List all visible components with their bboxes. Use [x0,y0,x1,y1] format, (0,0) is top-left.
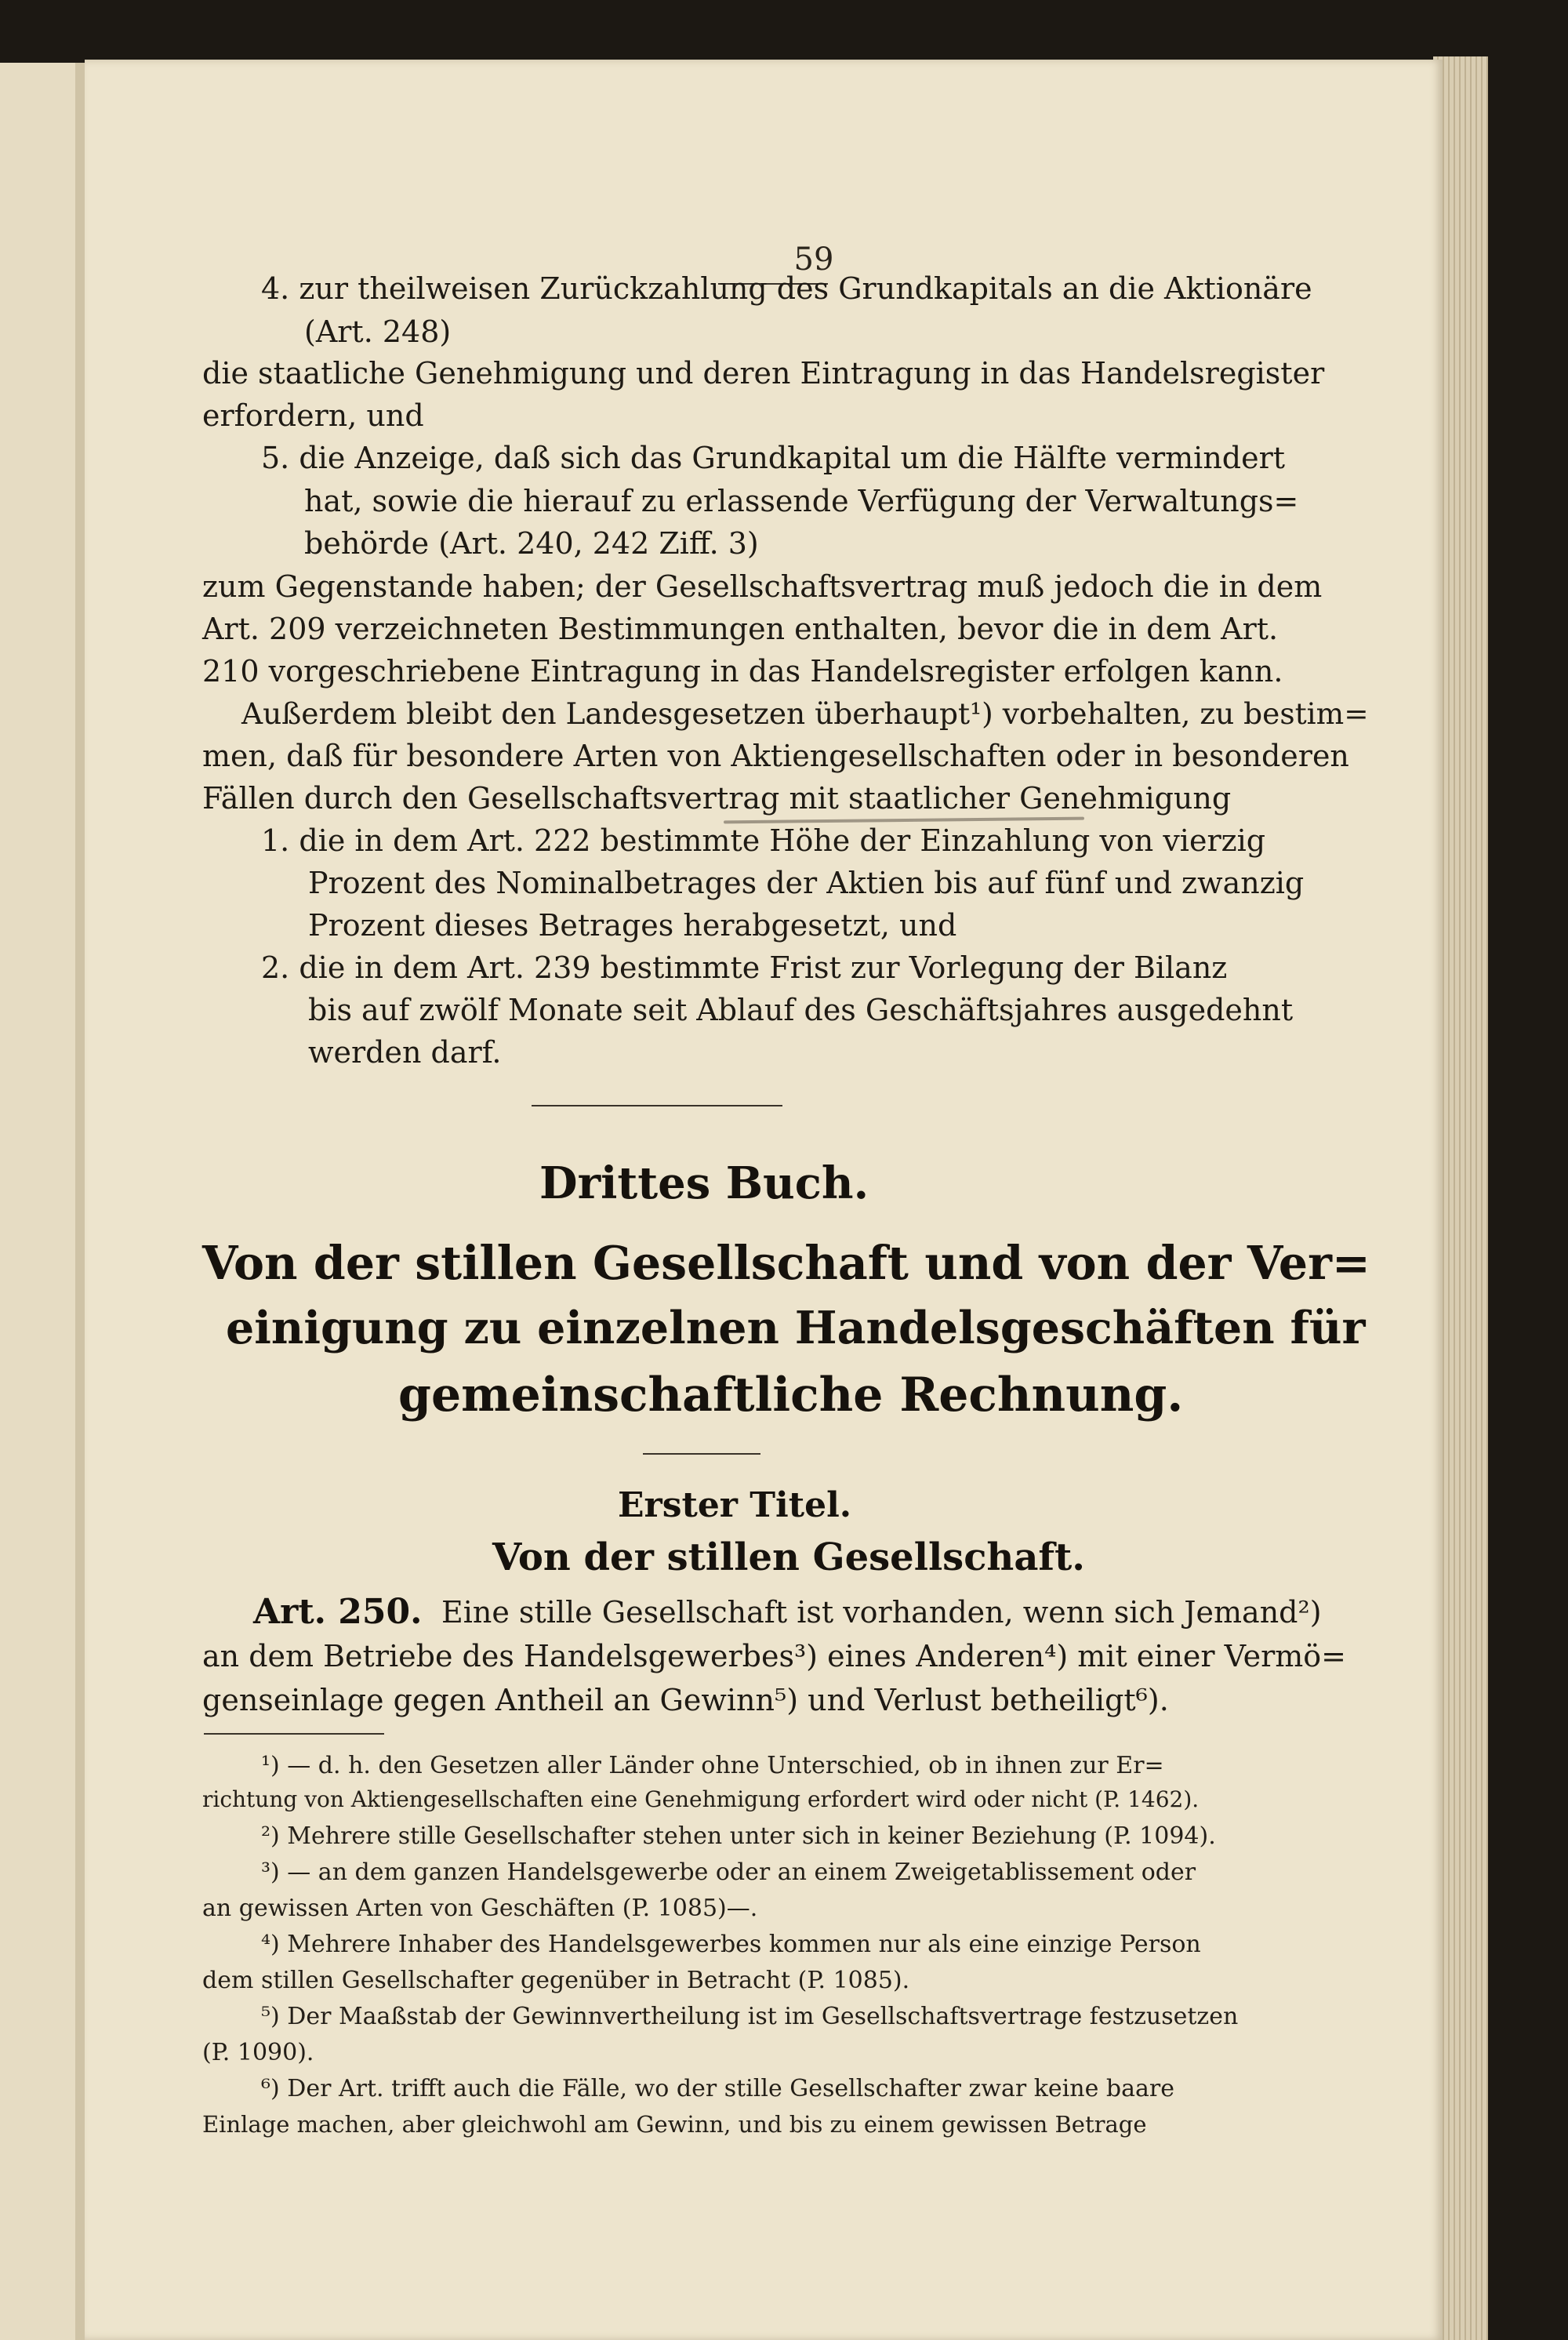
footnote-divider [204,1733,384,1735]
book-heading: Drittes Buch. [539,1157,869,1209]
article-line: Eine stille Gesellschaft ist vorhanden, wenn sich Jemand²) [441,1595,1322,1630]
footnote-line: ¹) — d. h. den Gesetzen aller Länder ohne Unterschied, ob in ihnen zur Er= [261,1752,1164,1779]
body-line: (Art. 248) [304,314,452,349]
article-label: Art. 250. [253,1592,423,1632]
body-line: werden darf. [308,1035,502,1070]
body-line: 5. die Anzeige, daß sich das Grundkapital um die Hälfte vermindert [261,441,1286,475]
body-line: Außerdem bleibt den Landesgesetzen überhaupt¹) vorbehalten, zu bestim= [241,696,1369,731]
body-line: Art. 209 verzeichneten Bestimmungen enthalten, bevor die in dem Art. [202,612,1279,646]
footnote-line: ⁴) Mehrere Inhaber des Handelsgewerbes kommen nur als eine einzige Person [261,1931,1201,1958]
footnote-line: ⁶) Der Art. trifft auch die Fälle, wo der stille Gesellschafter zwar keine baare [261,2075,1174,2102]
footnote-line: an gewissen Arten von Geschäften (P. 1085)—. [202,1895,758,1922]
body-line: 2. die in dem Art. 239 bestimmte Frist zur Vorlegung der Bilanz [261,950,1228,985]
body-line: behörde (Art. 240, 242 Ziff. 3) [304,526,759,561]
body-line: 1. die in dem Art. 222 bestimmte Höhe der Einzahlung von vierzig [261,823,1266,858]
book-subtitle-line: Von der stillen Gesellschaft und von der Ver= [202,1236,1370,1290]
body-line: men, daß für besondere Arten von Aktiengesellschaften oder in besonderen [202,739,1349,773]
book-subtitle-line: gemeinschaftliche Rechnung. [398,1368,1184,1423]
footnote-line: ⁵) Der Maaßstab der Gewinnvertheilung ist im Gesellschaftsvertrage festzusetzen [261,2003,1239,2030]
footnote-line: Einlage machen, aber gleichwohl am Gewinn, und bis zu einem gewissen Betrage [202,2111,1147,2138]
body-line: Prozent des Nominalbetrages der Aktien bis auf fünf und zwanzig [308,866,1305,900]
title-heading: Erster Titel. [618,1485,852,1525]
footnote-line: (P. 1090). [202,2039,314,2066]
body-line: zum Gegenstande haben; der Gesellschaftsvertrag muß jedoch die in dem [202,569,1323,604]
body-line: Fällen durch den Gesellschaftsvertrag mit staatlicher Genehmigung [202,781,1232,816]
article-line: an dem Betriebe des Handelsgewerbes³) eines Anderen⁴) mit einer Vermö= [202,1639,1347,1673]
footnote-line: ²) Mehrere stille Gesellschafter stehen unter sich in keiner Beziehung (P. 1094). [261,1822,1216,1850]
book-subtitle-line: einigung zu einzelnen Handelsgeschäften für [226,1302,1366,1354]
body-line: bis auf zwölf Monate seit Ablauf des Geschäftsjahres ausgedehnt [308,993,1294,1027]
footnote-line: dem stillen Gesellschafter gegenüber in Betracht (P. 1085). [202,1967,910,1994]
footnote-line: richtung von Aktiengesellschaften eine Genehmigung erfordert wird oder nicht (P. 1462). [202,1786,1200,1812]
body-line: 210 vorgeschriebene Eintragung in das Handelsregister erfolgen kann. [202,654,1283,689]
title-divider [643,1453,760,1455]
footnote-line: ³) — an dem ganzen Handelsgewerbe oder an einem Zweigetablissement oder [261,1859,1196,1886]
body-line: Prozent dieses Betrages herabgesetzt, und [308,908,957,943]
body-line: erfordern, und [202,398,424,433]
body-line: 4. zur theilweisen Zurückzahlung des Grundkapitals an die Aktionäre [261,271,1312,306]
page-number: 59 [793,242,834,278]
title-subheading: Von der stillen Gesellschaft. [492,1535,1085,1579]
section-divider [532,1105,782,1106]
book-page [85,60,1443,2340]
body-line: die staatliche Genehmigung und deren Eintragung in das Handelsregister [202,356,1325,391]
article-line: genseinlage gegen Antheil an Gewinn⁵) und Verlust betheiligt⁶). [202,1683,1169,1717]
body-line: hat, sowie die hierauf zu erlassende Verfügung der Verwaltungs= [304,484,1299,518]
